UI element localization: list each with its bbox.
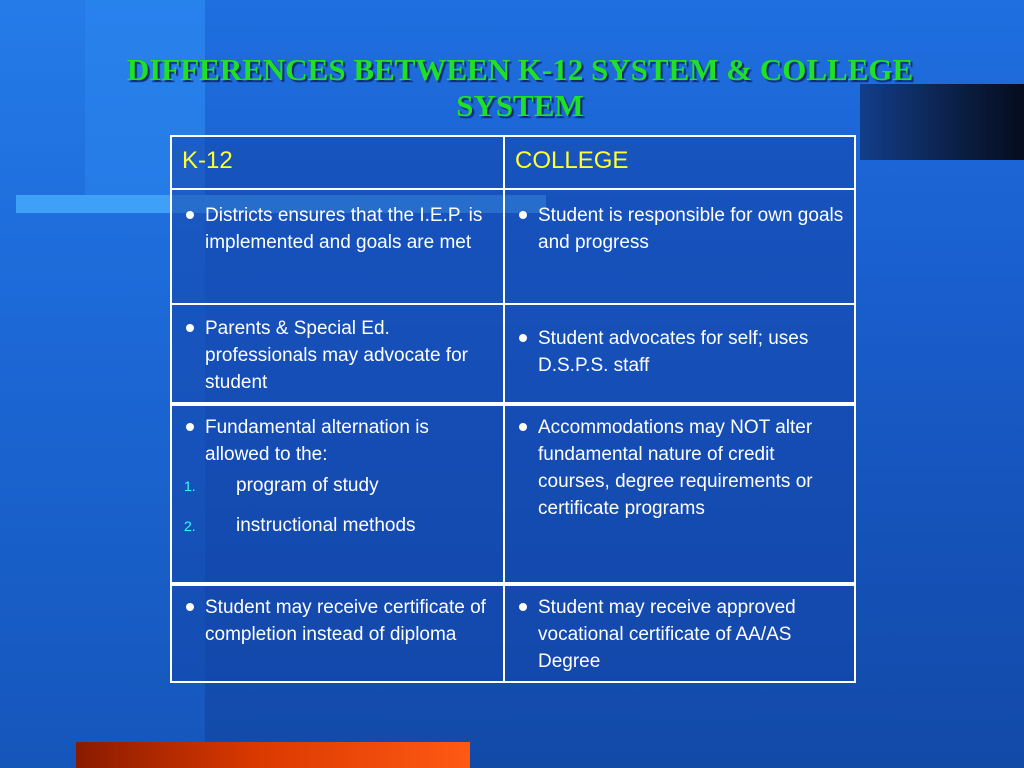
- list-item: [517, 325, 846, 379]
- college-cell: [504, 584, 855, 682]
- bullet-icon: [519, 603, 527, 611]
- list-item: [184, 315, 495, 396]
- slide-title: DIFFERENCES BETWEEN K-12 SYSTEM & COLLEGE SYSTEM: [126, 52, 914, 123]
- list-item: [184, 594, 495, 648]
- list-item: [517, 202, 846, 256]
- bullet-icon: [519, 334, 527, 342]
- college-cell: [504, 189, 855, 304]
- header-college-label: COLLEGE: [515, 147, 629, 174]
- header-k12-label: K-12: [182, 147, 233, 174]
- k12-cell: [171, 304, 504, 404]
- list-number: 2.: [184, 518, 196, 534]
- college-text: Accommodations may NOT alter fundamental nature of credit courses, degree requirements or certificate programs: [538, 417, 813, 519]
- bullet-icon: [519, 423, 527, 431]
- numbered-item-text: instructional methods: [236, 515, 416, 536]
- table-row: [171, 584, 855, 682]
- k12-cell: [171, 404, 504, 584]
- bullet-icon: [186, 211, 194, 219]
- list-item: [184, 414, 495, 468]
- college-text: Student may receive approved vocational certificate of AA/AS Degree: [538, 597, 796, 672]
- header-k12: [171, 136, 504, 189]
- k12-text: Fundamental alternation is allowed to the:: [205, 417, 429, 465]
- bullet-icon: [519, 211, 527, 219]
- k12-cell: [171, 189, 504, 304]
- college-cell: [504, 304, 855, 404]
- k12-cell: [171, 584, 504, 682]
- k12-text: Parents & Special Ed. professionals may advocate for student: [205, 318, 468, 393]
- comparison-table: [170, 135, 856, 683]
- header-college: [504, 136, 855, 189]
- college-text: Student advocates for self; uses D.S.P.S. staff: [538, 328, 809, 376]
- college-text: Student is responsible for own goals and progress: [538, 205, 844, 253]
- k12-text: Student may receive certificate of completion instead of diploma: [205, 597, 486, 645]
- numbered-item-text: program of study: [236, 475, 379, 496]
- background-red-bar: [76, 742, 470, 768]
- table-row: [171, 189, 855, 304]
- bullet-icon: [186, 423, 194, 431]
- table-header-row: [171, 136, 855, 189]
- table-row: [171, 304, 855, 404]
- bullet-icon: [186, 324, 194, 332]
- list-item: [517, 594, 846, 675]
- bullet-icon: [186, 603, 194, 611]
- numbered-item: [184, 472, 495, 500]
- k12-text: Districts ensures that the I.E.P. is implemented and goals are met: [205, 205, 483, 253]
- college-cell: [504, 404, 855, 584]
- list-number: 1.: [184, 478, 196, 494]
- list-item: [184, 202, 495, 256]
- table-row: [171, 404, 855, 584]
- list-item: [517, 414, 846, 522]
- numbered-item: [184, 512, 495, 540]
